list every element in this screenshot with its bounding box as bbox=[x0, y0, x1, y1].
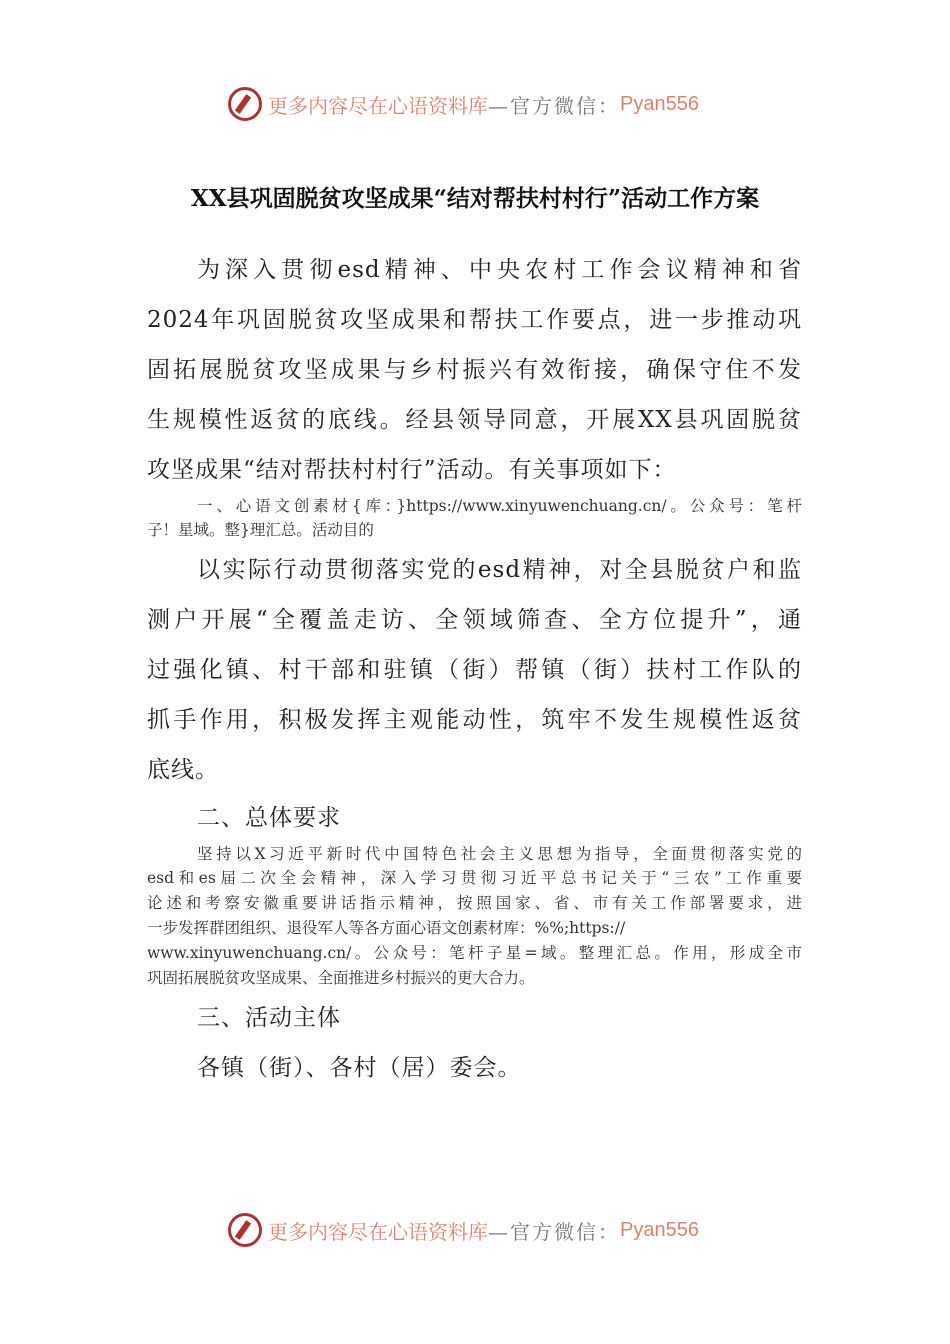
paragraph-line: esd和es届二次全会精神，深入学习贯彻习近平总书记关于“三农”工作重要 bbox=[147, 869, 802, 887]
paragraph-line: 攻坚成果“结对帮扶村村行”活动。有关事项如下： bbox=[147, 457, 677, 483]
header-watermark: 更多内容尽在心语资料库 —官方微信： Pyan556 bbox=[228, 86, 699, 122]
paragraph-line: 抓手作用，积极发挥主观能动性，筑牢不发生规模性返贫 bbox=[147, 707, 802, 733]
paragraph-line: 为深入贯彻esd精神、中央农村工作会议精神和省 bbox=[197, 257, 802, 283]
paragraph-line: 各镇（街）、各村（居）委会。 bbox=[197, 1055, 522, 1081]
quill-logo-icon bbox=[228, 1213, 262, 1247]
paragraph-line: 论述和考察安徽重要讲话指示精神，按照国家、省、市有关工作部署要求，进 bbox=[147, 894, 802, 912]
paragraph-line: 生规模性返贫的底线。经县领导同意，开展XX县巩固脱贫 bbox=[147, 407, 802, 433]
paragraph-line: 巩固拓展脱贫攻坚成果、全面推进乡村振兴的更大合力。 bbox=[147, 969, 535, 987]
section-heading: 三、活动主体 bbox=[197, 1005, 341, 1031]
footer-watermark: 更多内容尽在心语资料库 —官方微信： Pyan556 bbox=[228, 1212, 699, 1248]
paragraph-line: 坚持以X习近平新时代中国特色社会主义思想为指导，全面贯彻落实党的 bbox=[197, 845, 802, 863]
quill-logo-icon bbox=[228, 87, 262, 121]
paragraph-line: 底线。 bbox=[147, 757, 219, 783]
paragraph-line: 固拓展脱贫攻坚成果与乡村振兴有效衔接，确保守住不发 bbox=[147, 357, 802, 383]
paragraph-line: 测户开展“全覆盖走访、全领域筛查、全方位提升”，通 bbox=[147, 607, 802, 633]
paragraph-line: 2024年巩固脱贫攻坚成果和帮扶工作要点，进一步推动巩 bbox=[147, 307, 802, 333]
section-heading: 二、总体要求 bbox=[197, 805, 341, 831]
paragraph-line: 过强化镇、村干部和驻镇（街）帮镇（街）扶村工作队的 bbox=[147, 657, 802, 683]
paragraph-line: 以实际行动贯彻落实党的esd精神，对全县脱贫户和监 bbox=[197, 557, 802, 583]
paragraph-line: www.xinyuwenchuang.cn/。公众号：笔杆子星=域。整理汇总。作用，形成全市 bbox=[147, 944, 802, 962]
paragraph-line: 一步发挥群团组织、退役军人等各方面心语文创素材库：%%;https:// bbox=[147, 919, 626, 937]
section-line: 子！星域。整}理汇总。活动目的 bbox=[147, 521, 374, 539]
document-title: XX县巩固脱贫攻坚成果“结对帮扶村村行”活动工作方案 bbox=[190, 185, 760, 212]
section-line: 一、心语文创素材{库：}https://www.xinyuwenchuang.cn/。公众号：笔杆 bbox=[197, 497, 802, 515]
